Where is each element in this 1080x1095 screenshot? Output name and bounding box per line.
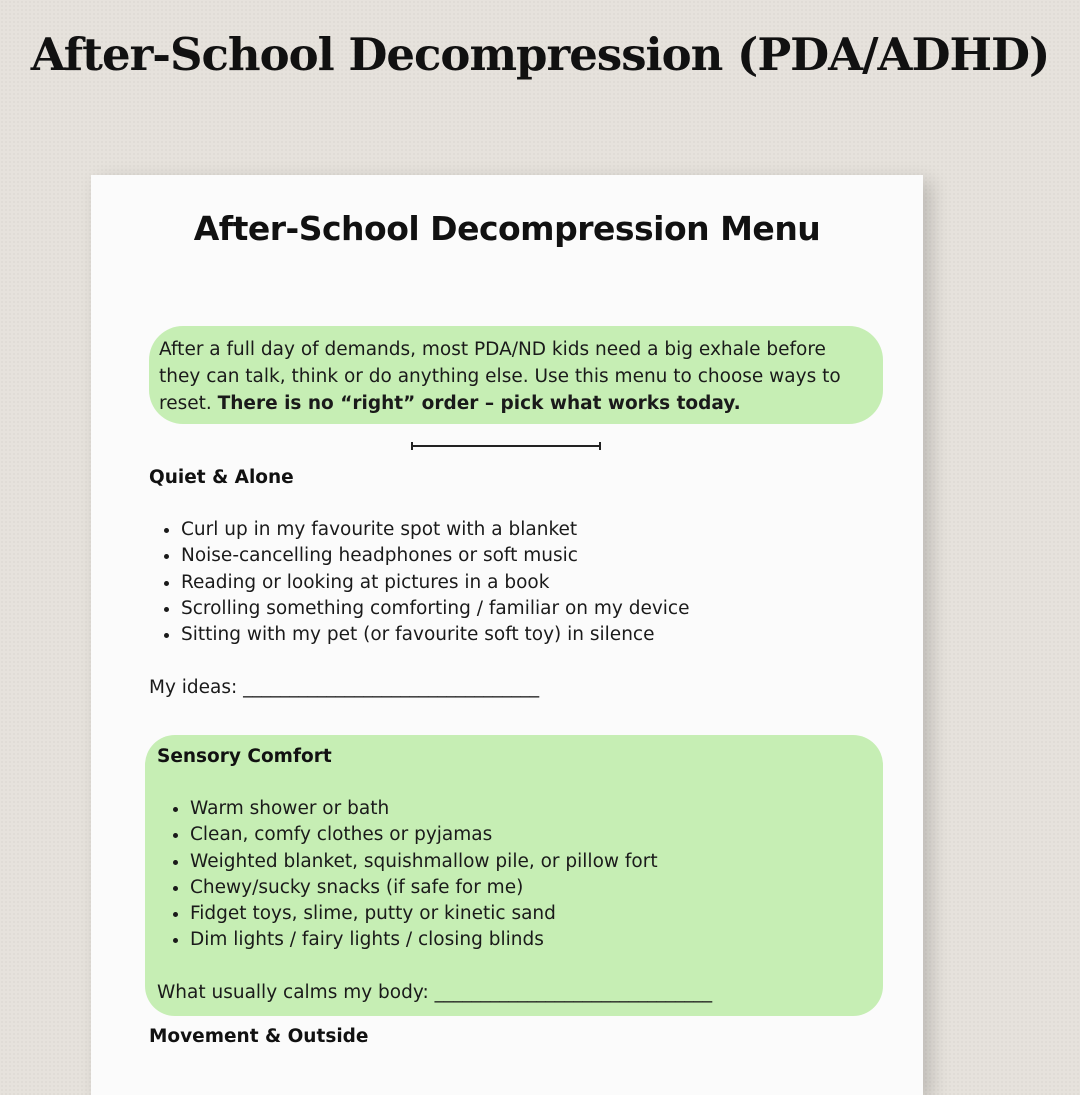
list-item: • Dim lights / fairy lights / closing blinds — [190, 927, 658, 953]
list-item: • Clean, comfy clothes or pyjamas — [190, 822, 658, 848]
list-item: • Curl up in my favourite spot with a blanket — [181, 517, 690, 543]
list-item: • Reading or looking at pictures in a book — [181, 570, 690, 596]
section-heading-quiet-alone: Quiet & Alone — [149, 467, 294, 488]
list-quiet-alone — [149, 517, 690, 648]
list-item: • Weighted blanket, squishmallow pile, or pillow fort — [190, 849, 658, 875]
list-item: • Chewy/sucky snacks (if safe for me) — [190, 875, 658, 901]
calms-my-body-prompt: What usually calms my body: ______________________________ — [157, 982, 713, 1003]
list-item: • Sitting with my pet (or favourite soft toy) in silence — [181, 622, 690, 648]
list-sensory-comfort — [158, 796, 658, 954]
intro-callout — [149, 326, 883, 424]
document-page — [91, 175, 923, 1095]
banner-title: After-School Decompression (PDA/ADHD) — [30, 28, 1050, 81]
intro-text: After a full day of demands, most PDA/ND kids need a big exhale before they can talk, think or do anything else. Use this menu to choose ways to reset. — [159, 339, 841, 414]
list-item: • Fidget toys, slime, putty or kinetic sand — [190, 901, 658, 927]
intro-bold-text: There is no “right” order – pick what works today. — [217, 393, 741, 414]
section-divider — [411, 445, 601, 447]
list-item: • Noise-cancelling headphones or soft music — [181, 543, 690, 569]
my-ideas-prompt: My ideas: ________________________________ — [149, 677, 540, 698]
list-item: • Warm shower or bath — [190, 796, 658, 822]
section-heading-sensory-comfort: Sensory Comfort — [157, 746, 332, 767]
section-heading-movement-outside: Movement & Outside — [149, 1026, 369, 1047]
list-item: • Scrolling something comforting / familiar on my device — [181, 596, 690, 622]
document-title: After-School Decompression Menu — [193, 209, 821, 248]
